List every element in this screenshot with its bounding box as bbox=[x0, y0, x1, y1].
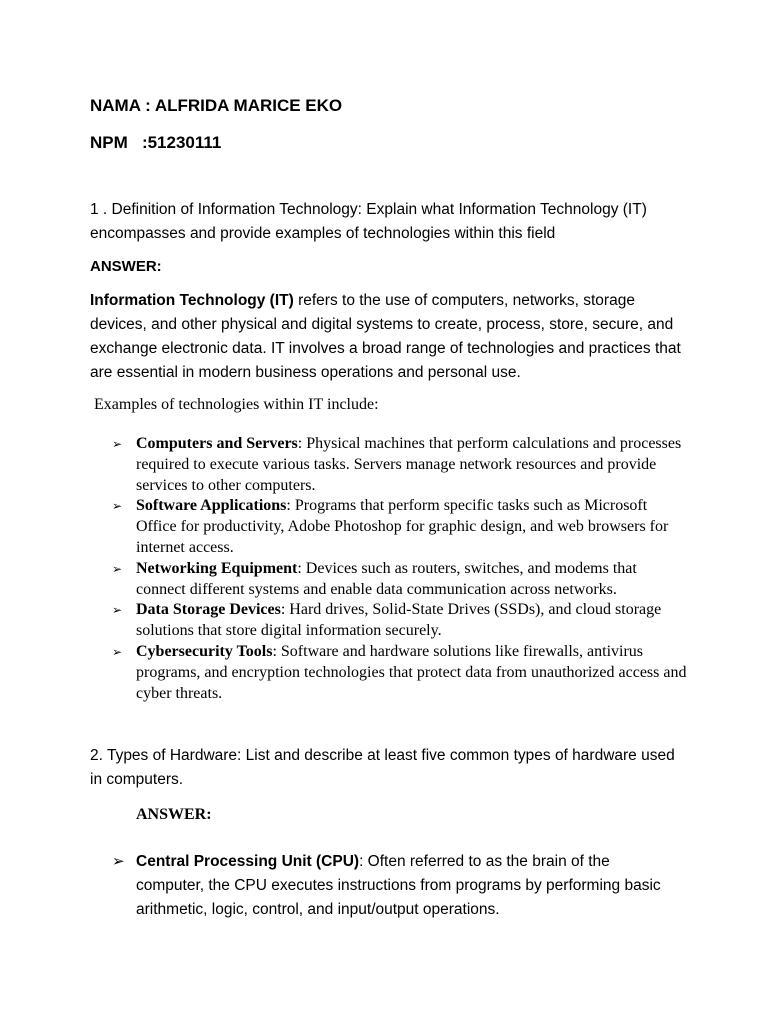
examples-intro: Examples of technologies within IT include: bbox=[94, 396, 379, 413]
arrowhead-bullet-icon: ➢ bbox=[112, 603, 123, 618]
arrowhead-bullet-icon: ➢ bbox=[112, 437, 123, 451]
question-2-text: 2. Types of Hardware: List and describe at least five common types of hardware used in computers. bbox=[90, 747, 675, 788]
list-item bbox=[108, 600, 688, 642]
it-definition-text: refers to the use of computers, networks, storage devices, and other physical and digital systems to create, process, store, secure, and exchange electronic data. IT involves a broad range of technologies and practices that are essential in modern business operations and personal use. bbox=[90, 292, 681, 381]
list-item bbox=[108, 642, 688, 704]
list-item-term: Networking Equipment bbox=[136, 559, 298, 577]
list-item bbox=[108, 559, 688, 601]
list-item-term: Computers and Servers bbox=[136, 435, 298, 452]
it-technologies-list bbox=[108, 434, 688, 704]
list-item-desc: : Hard drives, Solid-State Drives (SSDs), and cloud storage solutions that store digital information securely. bbox=[136, 601, 662, 640]
arrowhead-bullet-icon: ➢ bbox=[112, 499, 123, 514]
list-item-term: Data Storage Devices bbox=[136, 601, 281, 619]
student-npm: NPM :51230111 bbox=[90, 133, 222, 152]
list-item-term: Central Processing Unit (CPU) bbox=[136, 853, 360, 870]
list-item-desc: : Software and hardware solutions like firewalls, antivirus programs, and encryption technologies that protect data from unauthorized access and cyber threats. bbox=[136, 642, 687, 702]
it-definition-term: Information Technology (IT) bbox=[90, 292, 294, 309]
list-item bbox=[112, 850, 672, 922]
it-definition-paragraph bbox=[90, 289, 690, 385]
list-item-desc: : Physical machines that perform calculations and processes required to execute various tasks. Servers manage network resources and provide services to other computers. bbox=[136, 435, 682, 494]
list-item bbox=[108, 496, 688, 558]
list-item-term: Software Applications bbox=[136, 497, 287, 515]
question-1-text: 1 . Definition of Information Technology: Explain what Information Technology (IT) encompasses and provide examples of technologies within this field bbox=[90, 201, 647, 242]
cpu-description bbox=[136, 850, 672, 922]
list-item-desc: : Often referred to as the brain of the computer, the CPU executes instructions from programs by performing basic arithmetic, logic, control, and input/output operations. bbox=[136, 853, 661, 918]
arrowhead-bullet-icon: ➢ bbox=[112, 853, 125, 870]
list-item-desc: : Devices such as routers, switches, and modems that connect different systems and enable data communication across networks. bbox=[136, 559, 637, 598]
answer-1-label: ANSWER: bbox=[90, 258, 162, 275]
list-item bbox=[108, 434, 688, 496]
list-item-desc: : Programs that perform specific tasks such as Microsoft Office for productivity, Adobe Photoshop for graphic design, and web browsers for internet access. bbox=[136, 497, 669, 556]
arrowhead-bullet-icon: ➢ bbox=[112, 644, 123, 659]
student-name: NAMA : ALFRIDA MARICE EKO bbox=[90, 96, 343, 115]
arrowhead-bullet-icon: ➢ bbox=[112, 561, 123, 576]
list-item-term: Cybersecurity Tools bbox=[136, 642, 273, 660]
answer-2-label: ANSWER: bbox=[136, 806, 212, 823]
